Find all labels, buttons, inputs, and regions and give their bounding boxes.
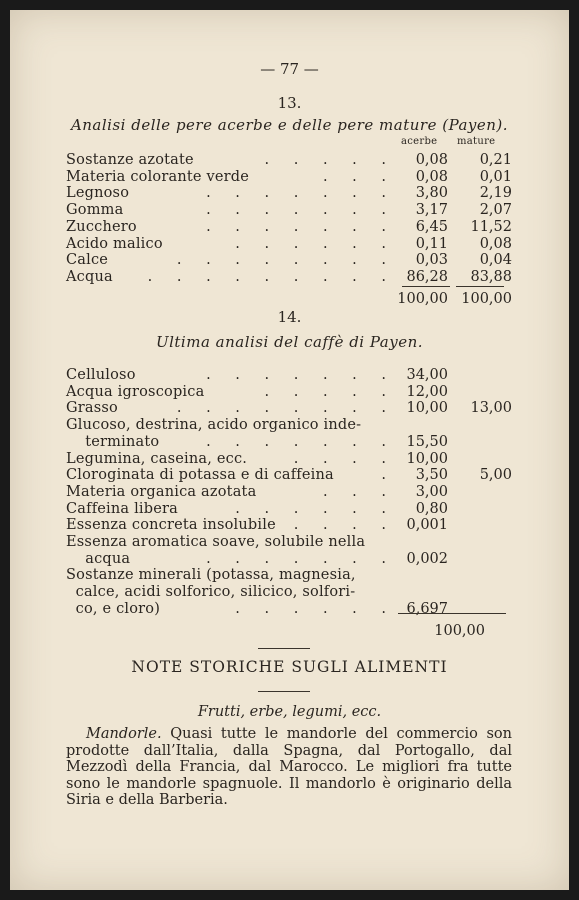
table-14-row bbox=[10, 484, 569, 501]
table-13-row-label: Acqua bbox=[66, 268, 113, 285]
table-14-row-dots: . . . . bbox=[293, 517, 396, 534]
table-14-number: 14. bbox=[277, 308, 302, 326]
table-13-row-label: Gomma bbox=[66, 202, 124, 219]
book-page bbox=[10, 10, 569, 890]
table-13-row bbox=[10, 219, 569, 236]
table-14-row-label: Caffeina libera bbox=[66, 500, 178, 517]
section-rule-top bbox=[258, 648, 310, 649]
table-13-row-label: Zucchero bbox=[66, 218, 137, 235]
table-14-row-label: calce, acidi solforico, silicico, solfori- bbox=[66, 584, 356, 601]
table-14-row-value-1: 6,697 bbox=[406, 600, 448, 617]
table-14-row-value-1: 3,50 bbox=[415, 467, 448, 484]
table-13-row-dots: . . . . . . . bbox=[206, 185, 396, 202]
table-13-row-dots: . . . . . . . bbox=[206, 218, 396, 235]
table-13-row-value-1: 0,03 bbox=[415, 252, 448, 269]
table-13-total-row bbox=[10, 291, 569, 308]
sum-rule-coffee bbox=[398, 613, 506, 614]
table-14-row-value-1: 15,50 bbox=[406, 433, 448, 450]
table-14-row-value-1: 0,80 bbox=[415, 500, 448, 517]
table-14-row bbox=[10, 584, 569, 601]
table-14-row bbox=[10, 434, 569, 451]
table-14-row-label: Essenza concreta insolubile bbox=[66, 517, 276, 534]
table-13-row bbox=[10, 169, 569, 186]
table-13-row-value-1: 0,11 bbox=[415, 235, 448, 252]
table-14-row-label: terminato bbox=[66, 433, 160, 450]
table-14-row-label: Cloroginata di potassa e di caffeina bbox=[66, 467, 334, 484]
table-14-row-dots: . bbox=[381, 467, 396, 484]
table-13-row-value-2: 0,01 bbox=[479, 168, 512, 185]
table-14-row-label: Glucoso, destrina, acido organico inde- bbox=[66, 417, 362, 434]
table-14-row bbox=[10, 517, 569, 534]
table-14-row-label: Essenza aromatica soave, solubile nella bbox=[66, 534, 366, 550]
table-14-row-value-1: 34,00 bbox=[406, 367, 448, 383]
table-13-row bbox=[10, 152, 569, 169]
table-14-row-label: Legumina, caseina, ecc. bbox=[66, 450, 248, 467]
table-14-row-dots: . . . . . . . bbox=[206, 433, 396, 450]
subsection-title: Frutti, erbe, legumi, ecc. bbox=[197, 704, 382, 720]
table-13-number: 13. bbox=[277, 94, 302, 112]
table-14-row bbox=[10, 467, 569, 484]
table-14-row bbox=[10, 400, 569, 417]
table-14-row-label: Celluloso bbox=[66, 367, 136, 383]
table-13-row-dots: . . . bbox=[322, 168, 396, 185]
table-13-row-value-2: 2,07 bbox=[479, 202, 512, 219]
table-13-row-label: Legnoso bbox=[66, 185, 130, 202]
section-title: NOTE STORICHE SUGLI ALIMENTI bbox=[131, 658, 448, 676]
table-14-row bbox=[10, 417, 569, 434]
column-header-mature: mature bbox=[457, 136, 496, 147]
sum-rule-acerbe bbox=[402, 286, 450, 287]
table-14-row-value-1: 0,002 bbox=[406, 550, 448, 567]
table-14-total-row bbox=[10, 623, 569, 640]
table-14-row-dots: . . . . . . . . bbox=[176, 400, 396, 417]
column-header-acerbe: acerbe bbox=[401, 136, 438, 147]
table-14-row-value-1: 3,00 bbox=[415, 483, 448, 500]
table-13-row bbox=[10, 269, 569, 286]
table-13-row-value-1: 3,80 bbox=[415, 185, 448, 202]
table-14-row-label: Grasso bbox=[66, 400, 118, 417]
table-14-row bbox=[10, 567, 569, 584]
table-13-row-label: Sostanze azotate bbox=[66, 152, 194, 168]
table-14-row-label: Materia organica azotata bbox=[66, 483, 257, 500]
table-13-row-value-2: 0,04 bbox=[479, 252, 512, 269]
table-14-row-label: Sostanze minerali (potassa, magnesia, bbox=[66, 567, 356, 584]
table-13-row-value-2: 0,21 bbox=[479, 152, 512, 168]
table-13-row-value-2: 11,52 bbox=[470, 218, 512, 235]
table-14-row-value-1: 12,00 bbox=[406, 383, 448, 400]
table-13-row-label: Materia colorante verde bbox=[66, 168, 250, 185]
table-14-row-value-2: 13,00 bbox=[470, 400, 512, 417]
table-13-row-dots: . . . . . . . bbox=[206, 202, 396, 219]
table-13-row-value-2: 2,19 bbox=[479, 185, 512, 202]
table-14-row bbox=[10, 551, 569, 568]
table-14-row-value-1: 0,001 bbox=[406, 517, 448, 534]
table-14-row-label: co, e cloro) bbox=[66, 600, 161, 617]
table-13-row-value-1: 86,28 bbox=[406, 268, 448, 285]
table-14-row bbox=[10, 384, 569, 401]
table-13-row-value-1: 3,17 bbox=[415, 202, 448, 219]
total-acerbe: 100,00 bbox=[397, 291, 448, 307]
table-13-row-value-1: 0,08 bbox=[415, 168, 448, 185]
table-14-row bbox=[10, 367, 569, 384]
table-14-row-label: Acqua igroscopica bbox=[66, 383, 205, 400]
table-13-row-dots: . . . . . bbox=[264, 152, 396, 168]
table-13-row bbox=[10, 185, 569, 202]
table-13-row bbox=[10, 202, 569, 219]
table-14-row-dots: . . . . . . bbox=[235, 500, 396, 517]
table-14-row-label: acqua bbox=[66, 550, 131, 567]
table-14-row bbox=[10, 451, 569, 468]
table-14-row-dots: . . . . . . bbox=[235, 600, 396, 617]
table-14-row-value-1: 10,00 bbox=[406, 400, 448, 417]
paragraph-lead: Mandorle. bbox=[86, 726, 162, 742]
table-13-row-dots: . . . . . . . . . bbox=[147, 268, 396, 285]
sum-rule-mature bbox=[456, 286, 504, 287]
table-13-title: Analisi delle pere acerbe e delle pere mature (Payen). bbox=[70, 116, 509, 134]
table-14-row-dots: . . . . . . . bbox=[206, 367, 396, 383]
table-13-row-label: Calce bbox=[66, 252, 109, 269]
table-14-row bbox=[10, 601, 569, 618]
table-14-row bbox=[10, 501, 569, 518]
table-14-title: Ultima analisi del caffè di Payen. bbox=[155, 333, 424, 351]
total-coffee: 100,00 bbox=[434, 623, 485, 639]
table-13-row bbox=[10, 252, 569, 269]
table-13-row-label: Acido malico bbox=[66, 235, 163, 252]
table-14-row-value-1: 10,00 bbox=[406, 450, 448, 467]
table-13-row bbox=[10, 236, 569, 253]
table-13-row-value-2: 83,88 bbox=[470, 268, 512, 285]
table-14-row-dots: . . . bbox=[322, 483, 396, 500]
table-14-row bbox=[10, 534, 569, 551]
table-14-row-dots: . . . . . bbox=[264, 383, 396, 400]
table-13-row-value-1: 6,45 bbox=[415, 218, 448, 235]
paragraph-text: Quasi tutte le mandorle del commercio son prodotte dall’Italia, dalla Spagna, dal Portogallo, dal Mezzodì della Francia, dal Marocco. Le migliori fra tutte sono le mandorle spagnuole. Il mandorlo è originario della Siria e della Barberia. bbox=[66, 726, 512, 808]
section-rule-bottom bbox=[258, 691, 310, 692]
table-13-row-value-2: 0,08 bbox=[479, 235, 512, 252]
table-13-row-value-1: 0,08 bbox=[415, 152, 448, 168]
paragraph-mandorle bbox=[66, 726, 512, 809]
table-14-row-value-2: 5,00 bbox=[479, 467, 512, 484]
table-14-row-dots: . . . . bbox=[293, 450, 396, 467]
table-13-row-dots: . . . . . . bbox=[235, 235, 396, 252]
page-number: — 77 — bbox=[260, 60, 319, 78]
table-14-row-dots: . . . . . . . bbox=[206, 550, 396, 567]
table-13-row-dots: . . . . . . . . bbox=[176, 252, 396, 269]
total-mature: 100,00 bbox=[461, 291, 512, 307]
